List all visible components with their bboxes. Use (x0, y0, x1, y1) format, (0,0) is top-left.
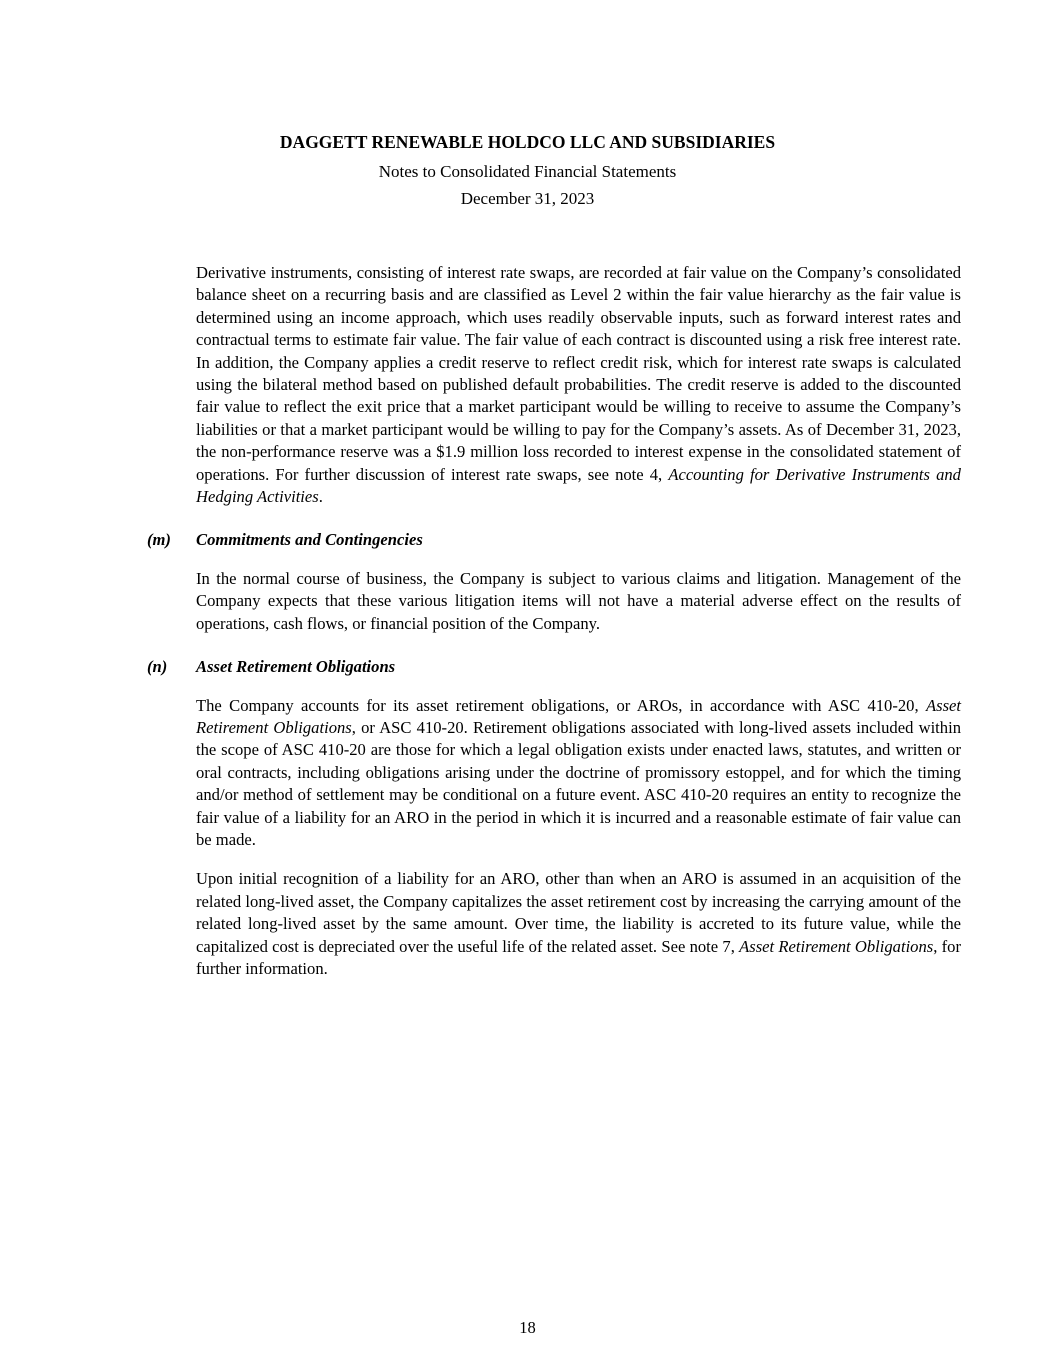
section-paragraph (196, 868, 961, 980)
note-reference-italic: Accounting for Derivative Instruments and Hedging Activities (196, 464, 961, 507)
section-heading: Commitments and Contingencies (196, 530, 423, 550)
paragraph-text: , for further information. (196, 936, 961, 978)
derivatives-paragraph (196, 262, 961, 508)
section-paragraph (196, 568, 961, 635)
paragraph-text: . (318, 487, 323, 507)
document-date: December 31, 2023 (460, 189, 595, 208)
paragraph-text: Derivative instruments, consisting of interest rate swaps, are recorded at fair value on the Company’s consolidated balance sheet on a recurring basis and are classified as Level 2 within the fair value hierarchy as the fair value is determined using an income approach, which uses readily observable inputs, such as forward interest rates and contractual terms to estimate fair value. The fair value of each contract is discounted using a risk free interest rate. In addition, the Company applies a credit reserve to reflect credit risk, which for interest rate swaps is calculated using the bilateral method based on published default probabilities. The credit reserve is added to the discounted fair value to reflect the exit price that a market participant would be willing to receive to assume the Company’s liabilities or that a market participant would be willing to pay for the Company’s assets. As of December 31, 2023, the non-performance reserve was a $1.9 million loss recorded to interest expense in the consolidated statement of operations. For further discussion of interest rate swaps, see note 4, (196, 263, 961, 484)
section-heading: Asset Retirement Obligations (196, 657, 396, 677)
document-body (147, 262, 961, 980)
page-number: 18 (519, 1318, 536, 1337)
section-paragraph (196, 695, 961, 852)
section-label: (m) (147, 530, 171, 550)
note-reference-italic: Asset Retirement Obligations (196, 695, 961, 737)
section-commitments-and-contingencies (147, 529, 961, 635)
page-footer (0, 1318, 1055, 1338)
paragraph-text: , or ASC 410-20. Retirement obligations associated with long-lived assets included within the scope of ASC 410-20 are those for which a legal obligation exists under enacted laws, statutes, and written or oral contracts, including obligations arising under the doctrine of promissory estoppel, and for which the timing and/or method of settlement may be conditional on a future event. ASC 410-20 requires an entity to recognize the fair value of a liability for an ARO in the period in which it is incurred and a reasonable estimate of fair value can be made. (196, 717, 961, 849)
paragraph-text: Upon initial recognition of a liability for an ARO, other than when an ARO is assumed in an acquisition of the related long-lived asset, the Company capitalizes the asset retirement cost by increasing the carrying amount of the related long-lived asset by the same amount. Over time, the liability is accreted to its future value, while the capitalized cost is depreciated over the useful life of the related asset. See note 7, (196, 869, 961, 956)
document-title: DAGGETT RENEWABLE HOLDCO LLC AND SUBSIDIARIES (279, 132, 776, 152)
document-subtitle: Notes to Consolidated Financial Statements (378, 162, 677, 181)
paragraph-text: In the normal course of business, the Company is subject to various claims and litigation. Management of the Company expects that these various litigation items will not have a material adverse effect on the results of operations, cash flows, or financial position of the Company. (196, 568, 961, 633)
section-label: (n) (147, 657, 168, 677)
note-reference-italic: Asset Retirement Obligations (739, 936, 934, 956)
document-header (0, 0, 1055, 209)
paragraph-text: The Company accounts for its asset retirement obligations, or AROs, in accordance with ASC 410-20, (196, 695, 926, 715)
section-asset-retirement-obligations (147, 656, 961, 980)
